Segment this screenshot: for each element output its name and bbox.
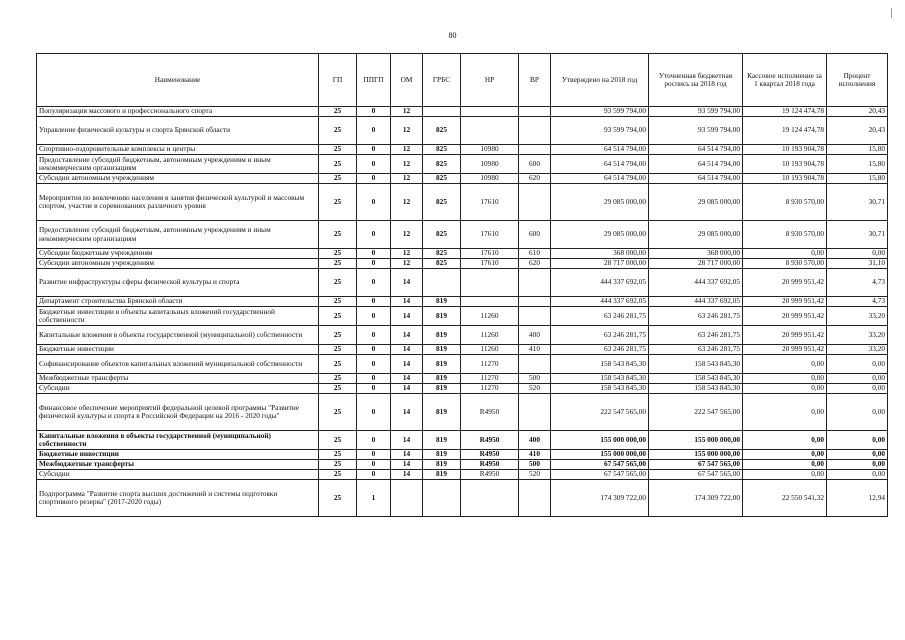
cell-approved: 64 514 794,00 [551, 155, 649, 174]
cell-vr: 520 [519, 470, 551, 480]
cell-gp: 25 [319, 384, 357, 394]
cell-nr [461, 269, 519, 297]
cell-approved: 158 543 845,30 [551, 374, 649, 384]
cell-vr [519, 355, 551, 374]
cell-cash: 0,00 [743, 384, 827, 394]
cell-approved: 64 514 794,00 [551, 145, 649, 155]
cell-ppgp: 0 [357, 394, 391, 431]
cell-revised: 64 514 794,00 [649, 155, 743, 174]
cell-nr: 11260 [461, 326, 519, 345]
cell-ppgp: 0 [357, 345, 391, 355]
table-row [37, 297, 888, 307]
cell-revised: 155 000 000,00 [649, 450, 743, 460]
col-header-percent: Процент исполнения [827, 54, 888, 107]
cell-grbs: 825 [423, 259, 461, 269]
cell-vr [519, 269, 551, 297]
cell-percent: 12,94 [827, 480, 888, 517]
cell-grbs: 819 [423, 297, 461, 307]
cell-approved: 67 547 565,00 [551, 470, 649, 480]
cell-revised: 63 246 281,75 [649, 307, 743, 326]
cell-nr [461, 107, 519, 117]
table-row [37, 174, 888, 184]
table-row [37, 259, 888, 269]
cell-approved: 63 246 281,75 [551, 345, 649, 355]
table-row [37, 184, 888, 221]
cell-grbs: 825 [423, 117, 461, 145]
col-header-om: ОМ [391, 54, 423, 107]
cell-om: 12 [391, 249, 423, 259]
cell-gp: 25 [319, 117, 357, 145]
cell-vr [519, 480, 551, 517]
cell-ppgp: 0 [357, 431, 391, 450]
cell-nr: 11260 [461, 345, 519, 355]
cell-grbs: 825 [423, 184, 461, 221]
cell-revised: 64 514 794,00 [649, 145, 743, 155]
table-row [37, 470, 888, 480]
cell-grbs: 819 [423, 450, 461, 460]
cell-approved: 155 000 000,00 [551, 431, 649, 450]
cell-ppgp: 0 [357, 174, 391, 184]
cell-nr [461, 297, 519, 307]
cell-vr: 500 [519, 374, 551, 384]
cell-grbs: 825 [423, 155, 461, 174]
cell-revised: 158 543 845,30 [649, 384, 743, 394]
cell-name: Спортивно-оздоровительные комплексы и центры [37, 145, 319, 155]
cell-percent: 0,00 [827, 249, 888, 259]
cell-grbs: 819 [423, 326, 461, 345]
cell-ppgp: 0 [357, 297, 391, 307]
cell-gp: 25 [319, 355, 357, 374]
cell-cash: 0,00 [743, 374, 827, 384]
cell-ppgp: 0 [357, 117, 391, 145]
cell-om: 14 [391, 460, 423, 470]
table-row [37, 117, 888, 145]
cell-vr: 410 [519, 450, 551, 460]
cell-ppgp: 1 [357, 480, 391, 517]
cell-nr: 17610 [461, 259, 519, 269]
col-header-nr: НР [461, 54, 519, 107]
cell-revised: 63 246 281,75 [649, 345, 743, 355]
cell-grbs [423, 269, 461, 297]
cell-percent: 33,20 [827, 326, 888, 345]
cell-gp: 25 [319, 107, 357, 117]
cell-revised: 29 085 000,00 [649, 184, 743, 221]
cell-vr [519, 184, 551, 221]
cell-ppgp: 0 [357, 374, 391, 384]
cell-grbs: 825 [423, 221, 461, 249]
table-row [37, 249, 888, 259]
cell-revised: 158 543 845,30 [649, 355, 743, 374]
cell-ppgp: 0 [357, 384, 391, 394]
cell-gp: 25 [319, 249, 357, 259]
cell-om: 12 [391, 155, 423, 174]
cell-grbs: 819 [423, 374, 461, 384]
cell-approved: 444 337 692,05 [551, 297, 649, 307]
cell-grbs: 819 [423, 384, 461, 394]
cell-nr: 10980 [461, 145, 519, 155]
table-row [37, 431, 888, 450]
cell-name: Субсидии автономным учреждениям [37, 174, 319, 184]
cell-gp: 25 [319, 431, 357, 450]
cell-gp: 25 [319, 221, 357, 249]
cell-gp: 25 [319, 450, 357, 460]
cell-ppgp: 0 [357, 326, 391, 345]
cell-ppgp: 0 [357, 221, 391, 249]
cell-om: 12 [391, 117, 423, 145]
cell-vr: 620 [519, 174, 551, 184]
cell-gp: 25 [319, 394, 357, 431]
cell-om: 14 [391, 345, 423, 355]
cell-percent: 15,80 [827, 174, 888, 184]
col-header-ppgp: ППГП [357, 54, 391, 107]
cell-cash: 8 930 570,00 [743, 259, 827, 269]
cell-cash: 20 999 951,42 [743, 297, 827, 307]
cell-cash: 10 193 904,78 [743, 174, 827, 184]
cell-om: 14 [391, 384, 423, 394]
cell-grbs: 819 [423, 460, 461, 470]
cell-percent: 0,00 [827, 431, 888, 450]
cell-revised: 67 547 565,00 [649, 470, 743, 480]
cell-om: 14 [391, 450, 423, 460]
cell-cash: 0,00 [743, 355, 827, 374]
col-header-grbs: ГРБС [423, 54, 461, 107]
cell-approved: 368 000,00 [551, 249, 649, 259]
cell-om: 14 [391, 355, 423, 374]
cell-percent: 0,00 [827, 384, 888, 394]
cell-approved: 28 717 000,00 [551, 259, 649, 269]
col-header-approved: Утверждено на 2018 год [551, 54, 649, 107]
cell-cash: 20 999 951,42 [743, 345, 827, 355]
cell-vr: 400 [519, 431, 551, 450]
cell-name: Популяризация массового и профессионального спорта [37, 107, 319, 117]
cell-nr: 11270 [461, 355, 519, 374]
cell-om: 12 [391, 221, 423, 249]
cell-nr [461, 117, 519, 145]
cell-revised: 444 337 692,05 [649, 269, 743, 297]
cell-om: 14 [391, 374, 423, 384]
cell-gp: 25 [319, 269, 357, 297]
table-body [37, 107, 888, 517]
cell-vr [519, 145, 551, 155]
cell-gp: 25 [319, 145, 357, 155]
cell-ppgp: 0 [357, 307, 391, 326]
cell-grbs: 819 [423, 345, 461, 355]
cell-vr [519, 107, 551, 117]
cell-revised: 222 547 565,00 [649, 394, 743, 431]
table-row [37, 307, 888, 326]
cell-name: Бюджетные инвестиции [37, 450, 319, 460]
cell-nr: R4950 [461, 470, 519, 480]
page-number: 80 [448, 31, 457, 40]
cell-name: Субсидии [37, 470, 319, 480]
cell-percent: 0,00 [827, 355, 888, 374]
cell-revised: 368 000,00 [649, 249, 743, 259]
cell-gp: 25 [319, 460, 357, 470]
table-row [37, 269, 888, 297]
cell-nr: R4950 [461, 431, 519, 450]
cell-revised: 444 337 692,05 [649, 297, 743, 307]
cell-name: Капитальные вложения в объекты государственной (муниципальной) собственности [37, 326, 319, 345]
cell-om [391, 480, 423, 517]
header-row [37, 54, 888, 107]
cell-percent: 20,43 [827, 117, 888, 145]
cell-nr: 11270 [461, 384, 519, 394]
cell-name: Межбюджетные трансферты [37, 460, 319, 470]
cell-percent: 30,71 [827, 184, 888, 221]
table-row [37, 355, 888, 374]
cell-cash: 19 124 474,78 [743, 107, 827, 117]
cell-nr: 10980 [461, 174, 519, 184]
budget-execution-table [36, 53, 888, 517]
cell-om: 12 [391, 259, 423, 269]
cell-ppgp: 0 [357, 460, 391, 470]
cell-vr: 610 [519, 249, 551, 259]
page-corner-mark [891, 8, 892, 18]
cell-grbs [423, 107, 461, 117]
cell-nr: 10980 [461, 155, 519, 174]
cell-percent: 31,10 [827, 259, 888, 269]
cell-vr [519, 297, 551, 307]
cell-vr [519, 394, 551, 431]
cell-ppgp: 0 [357, 145, 391, 155]
cell-nr: 17610 [461, 184, 519, 221]
cell-nr: 11260 [461, 307, 519, 326]
cell-percent: 33,20 [827, 345, 888, 355]
cell-name: Межбюджетные трансферты [37, 374, 319, 384]
cell-grbs: 825 [423, 249, 461, 259]
cell-ppgp: 0 [357, 450, 391, 460]
table-row [37, 345, 888, 355]
cell-cash: 0,00 [743, 460, 827, 470]
cell-gp: 25 [319, 155, 357, 174]
cell-om: 12 [391, 145, 423, 155]
cell-name: Предоставление субсидий бюджетным, автономным учреждениям и иным некоммерческим организациям [37, 221, 319, 249]
cell-cash: 10 193 904,78 [743, 145, 827, 155]
table-row [37, 450, 888, 460]
cell-vr: 400 [519, 326, 551, 345]
cell-ppgp: 0 [357, 355, 391, 374]
cell-grbs: 819 [423, 431, 461, 450]
cell-vr: 410 [519, 345, 551, 355]
cell-percent: 0,00 [827, 394, 888, 431]
cell-name: Департамент строительства Брянской области [37, 297, 319, 307]
cell-name: Подпрограмма "Развитие спорта высших достижений и системы подготовки спортивного резерва" (2017-2020 годы) [37, 480, 319, 517]
cell-ppgp: 0 [357, 107, 391, 117]
col-header-name: Наименование [37, 54, 319, 107]
cell-revised: 64 514 794,00 [649, 174, 743, 184]
cell-cash: 0,00 [743, 431, 827, 450]
cell-nr: 11270 [461, 374, 519, 384]
cell-om: 14 [391, 297, 423, 307]
cell-ppgp: 0 [357, 259, 391, 269]
col-header-revised: Уточненная бюджетная роспись на 2018 год [649, 54, 743, 107]
cell-percent: 0,00 [827, 450, 888, 460]
cell-approved: 29 085 000,00 [551, 221, 649, 249]
cell-gp: 25 [319, 184, 357, 221]
cell-gp: 25 [319, 345, 357, 355]
cell-percent: 0,00 [827, 470, 888, 480]
cell-revised: 155 000 000,00 [649, 431, 743, 450]
cell-revised: 93 599 794,00 [649, 117, 743, 145]
cell-name: Капитальные вложения в объекты государственной (муниципальной) собственности [37, 431, 319, 450]
cell-name: Субсидии бюджетным учреждениям [37, 249, 319, 259]
cell-approved: 67 547 565,00 [551, 460, 649, 470]
cell-grbs: 819 [423, 394, 461, 431]
cell-approved: 29 085 000,00 [551, 184, 649, 221]
cell-vr [519, 117, 551, 145]
cell-gp: 25 [319, 174, 357, 184]
cell-nr [461, 480, 519, 517]
cell-grbs: 825 [423, 174, 461, 184]
cell-cash: 8 930 570,00 [743, 184, 827, 221]
cell-nr: 17610 [461, 249, 519, 259]
cell-name: Субсидии автономным учреждениям [37, 259, 319, 269]
cell-name: Управление физической культуры и спорта Брянской области [37, 117, 319, 145]
cell-name: Субсидии [37, 384, 319, 394]
table-row [37, 221, 888, 249]
cell-om: 14 [391, 431, 423, 450]
table-row [37, 384, 888, 394]
col-header-gp: ГП [319, 54, 357, 107]
cell-revised: 158 543 845,30 [649, 374, 743, 384]
cell-percent: 0,00 [827, 460, 888, 470]
cell-om: 14 [391, 470, 423, 480]
col-header-vr: ВР [519, 54, 551, 107]
cell-gp: 25 [319, 480, 357, 517]
cell-grbs: 819 [423, 470, 461, 480]
table-row [37, 145, 888, 155]
cell-approved: 174 309 722,00 [551, 480, 649, 517]
cell-name: Мероприятия по вовлечению населения в занятия физической культурой и массовым спортом, участие в соревнованиях различного уровня [37, 184, 319, 221]
cell-cash: 19 124 474,78 [743, 117, 827, 145]
cell-approved: 63 246 281,75 [551, 326, 649, 345]
cell-vr [519, 307, 551, 326]
cell-grbs [423, 480, 461, 517]
cell-revised: 174 309 722,00 [649, 480, 743, 517]
cell-cash: 0,00 [743, 249, 827, 259]
cell-name: Финансовое обеспечение мероприятий федеральной целевой программы "Развитие физической культуры и спорта в Российской Федерации на 2016 - 2020 годы" [37, 394, 319, 431]
cell-nr: R4950 [461, 394, 519, 431]
cell-approved: 64 514 794,00 [551, 174, 649, 184]
table-header [37, 54, 888, 107]
cell-om: 14 [391, 269, 423, 297]
cell-om: 14 [391, 307, 423, 326]
cell-nr: R4950 [461, 460, 519, 470]
cell-gp: 25 [319, 374, 357, 384]
table-row [37, 155, 888, 174]
cell-ppgp: 0 [357, 184, 391, 221]
cell-om: 12 [391, 174, 423, 184]
cell-vr: 600 [519, 221, 551, 249]
cell-name: Бюджетные инвестиции в объекты капитальных вложений государственной собственности [37, 307, 319, 326]
cell-name: Развитие инфраструктуры сферы физической культуры и спорта [37, 269, 319, 297]
cell-cash: 10 193 904,78 [743, 155, 827, 174]
table-row [37, 374, 888, 384]
cell-revised: 28 717 000,00 [649, 259, 743, 269]
cell-grbs: 819 [423, 355, 461, 374]
cell-om: 12 [391, 184, 423, 221]
cell-approved: 155 000 000,00 [551, 450, 649, 460]
cell-revised: 93 599 794,00 [649, 107, 743, 117]
cell-nr: R4950 [461, 450, 519, 460]
table-row [37, 107, 888, 117]
cell-om: 14 [391, 326, 423, 345]
cell-gp: 25 [319, 297, 357, 307]
cell-revised: 67 547 565,00 [649, 460, 743, 470]
cell-vr: 600 [519, 155, 551, 174]
cell-vr: 620 [519, 259, 551, 269]
cell-approved: 158 543 845,30 [551, 355, 649, 374]
cell-name: Софинансирование объектов капитальных вложений муниципальной собственности [37, 355, 319, 374]
cell-cash: 22 550 541,32 [743, 480, 827, 517]
cell-approved: 93 599 794,00 [551, 107, 649, 117]
cell-approved: 222 547 565,00 [551, 394, 649, 431]
cell-gp: 25 [319, 326, 357, 345]
cell-ppgp: 0 [357, 155, 391, 174]
col-header-cash: Кассовое исполнение за 1 квартал 2018 года [743, 54, 827, 107]
cell-vr: 520 [519, 384, 551, 394]
cell-approved: 93 599 794,00 [551, 117, 649, 145]
cell-ppgp: 0 [357, 470, 391, 480]
cell-percent: 0,00 [827, 374, 888, 384]
table-row [37, 480, 888, 517]
table-row [37, 394, 888, 431]
cell-percent: 15,80 [827, 155, 888, 174]
cell-revised: 29 085 000,00 [649, 221, 743, 249]
cell-percent: 4,73 [827, 269, 888, 297]
cell-approved: 63 246 281,75 [551, 307, 649, 326]
cell-grbs: 819 [423, 307, 461, 326]
cell-nr: 17610 [461, 221, 519, 249]
cell-percent: 33,20 [827, 307, 888, 326]
table-row [37, 326, 888, 345]
cell-percent: 20,43 [827, 107, 888, 117]
cell-cash: 20 999 951,42 [743, 326, 827, 345]
table-row [37, 460, 888, 470]
cell-om: 14 [391, 394, 423, 431]
cell-percent: 30,71 [827, 221, 888, 249]
cell-name: Бюджетные инвестиции [37, 345, 319, 355]
cell-gp: 25 [319, 307, 357, 326]
cell-approved: 444 337 692,05 [551, 269, 649, 297]
cell-cash: 8 930 570,00 [743, 221, 827, 249]
cell-revised: 63 246 281,75 [649, 326, 743, 345]
cell-approved: 158 543 845,30 [551, 384, 649, 394]
cell-cash: 20 999 951,42 [743, 269, 827, 297]
cell-gp: 25 [319, 470, 357, 480]
cell-percent: 15,80 [827, 145, 888, 155]
cell-ppgp: 0 [357, 269, 391, 297]
cell-cash: 0,00 [743, 470, 827, 480]
cell-cash: 20 999 951,42 [743, 307, 827, 326]
cell-gp: 25 [319, 259, 357, 269]
cell-name: Предоставление субсидий бюджетным, автономным учреждениям и иным некоммерческим организациям [37, 155, 319, 174]
cell-grbs: 825 [423, 145, 461, 155]
cell-vr: 500 [519, 460, 551, 470]
cell-cash: 0,00 [743, 394, 827, 431]
cell-ppgp: 0 [357, 249, 391, 259]
cell-cash: 0,00 [743, 450, 827, 460]
cell-percent: 4,73 [827, 297, 888, 307]
cell-om: 12 [391, 107, 423, 117]
